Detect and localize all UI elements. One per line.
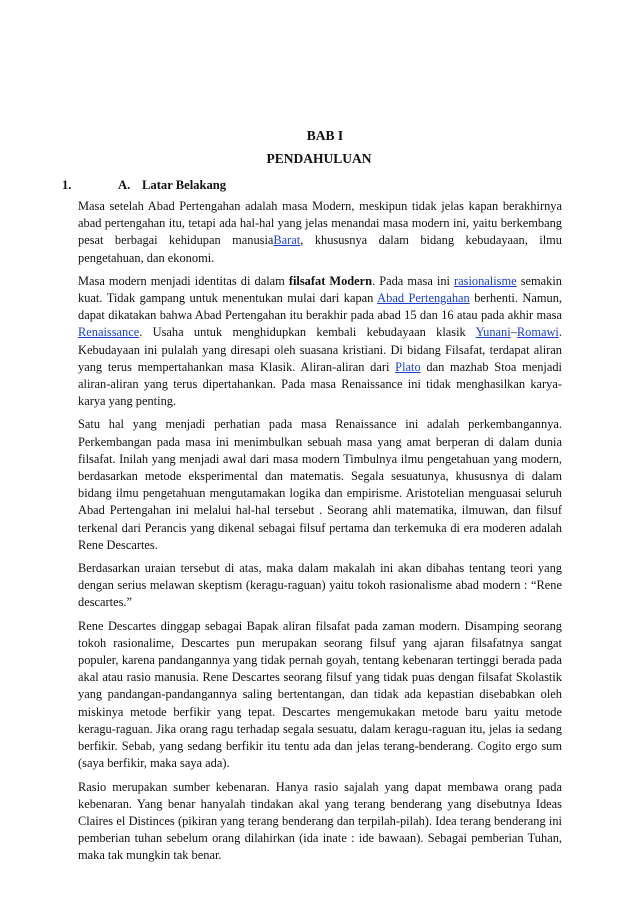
chapter-label: BAB I	[306, 128, 344, 143]
paragraph-6: Rasio merupakan sumber kebenaran. Hanya rasio sajalah yang dapat membawa orang pada kebenaran. Yang benar hanyalah tindakan akal yang terang benderang yang disebutnya Ideas Claires el Distinces (pikiran yang terang benderang dan terpilah-pilah). Idea terang benderang ini pemberian tuhan sebelum orang dilahirkan (ida inate : ide bawaan). Sebagai pemberian Tuhan, maka tak mungkin tak benar.	[78, 779, 562, 863]
chapter-title: PENDAHULUAN	[266, 151, 372, 166]
paragraph-5: Rene Descartes dinggap sebagai Bapak aliran filsafat pada zaman modern. Disamping seorang tokoh rasionalime, Descartes pun merupakan seorang filsuf yang ajaran filsafatnya sangat populer, karena pandangannya yang tidak pernah goyah, tentang kebenaran tertinggi berada pada akal atau rasio manusia. Rene Descartes seorang filsuf yang tidak puas dengan filsafat Skolastik yang pandangan-pandangannya saling bertentangan, dan tidak ada kepastian disebabkan oleh miskinya metode berfikir yang tepat. Descartes mengemukakan metode baru yaitu metode keragu-raguan. Jika orang ragu terhadap segala sesuatu, dalam keragu-raguan itu, jelas ia sedang berfikir. Sebab, yang sedang berfikir itu tentu ada dan jelas terang-benderang. Cogito ergo sum (saya berfikir, maka saya ada).	[78, 618, 562, 771]
link-abad-pertengahan[interactable]: Abad Pertengahan	[377, 291, 470, 306]
link-barat[interactable]: Barat	[273, 233, 301, 248]
paragraph-3: Satu hal yang menjadi perhatian pada masa Renaissance ini adalah perkembangannya. Perkembangan pada masa ini menimbulkan sebuah masa yang amat berperan di dalam dunia filsafat. Inilah yang menjadi awal dari masa modern Timbulnya ilmu pengetahuan yang modern, berdasarkan metode eksperimental dan matematis. Segala sesuatunya, khususnya di dalam bidang ilmu pengetahuan mengutamakan logika dan empirisme. Aristotelian menguasai seluruh Abad Pertengahan ini melalui hal-hal tersebut . Seorang ahli matematika, ilmuwan, dan filsuf terkenal dari Perancis yang dikenal sebagai filsuf pertama dan terkemuka di era moderen adalah Rene Descartes.	[78, 417, 562, 552]
link-rasionalisme[interactable]: rasionalisme	[454, 273, 517, 288]
section-title: Latar Belakang	[142, 178, 227, 192]
section-number: 1.	[62, 178, 72, 192]
link-plato[interactable]: Plato	[395, 359, 421, 374]
link-romawi[interactable]: Romawi	[516, 325, 559, 340]
link-yunani[interactable]: Yunani	[475, 325, 511, 340]
bold-filsafat-modern: filsafat Modern	[288, 273, 373, 288]
section-letter: A.	[118, 178, 131, 192]
paragraph-2: Masa modern menjadi identitas di dalam filsafat Modern. Pada masa ini rasionalisme semakin kuat. Tidak gampang untuk menentukan mulai dari kapan Abad Pertengahan berhenti. Namun, dapat dikatakan bahwa Abad Pertengahan itu berakhir pada abad 15 dan 16 atau pada akhir masa Renaissance. Usaha untuk menghidupkan kembali kebudayaan klasik Yunani–Romawi. Kebudayaan ini pulalah yang diresapi oleh suasana kristiani. Di bidang Filsafat, terdapat aliran yang terus mempertahankan masa Klasik. Aliran-aliran dari Plato dan mazhab Stoa menjadi aliran-aliran yang terus dipertahankan. Pada masa Renaissance ini tidak menghasilkan karya-karya yang penting.	[78, 273, 562, 409]
paragraph-4: Berdasarkan uraian tersebut di atas, maka dalam makalah ini akan dibahas tentang teori yang dengan serius melawan skeptism (keragu-raguan) yaitu tokoh rasionalisme abad modern : “Rene descartes.”	[78, 561, 562, 610]
paragraph-1: Masa setelah Abad Pertengahan adalah masa Modern, meskipun tidak jelas kapan berakhirnya abad pertengahan itu, tetapi ada hal-hal yang jelas menandai masa modern ini, yaitu berkembang pesat berbagai kehidupan manusiaBarat, khususnya dalam bidang kebudayaan, ilmu pengetahuan, dan ekonomi.	[78, 199, 562, 265]
document-body	[78, 198, 562, 871]
link-renaissance[interactable]: Renaissance	[78, 325, 140, 340]
